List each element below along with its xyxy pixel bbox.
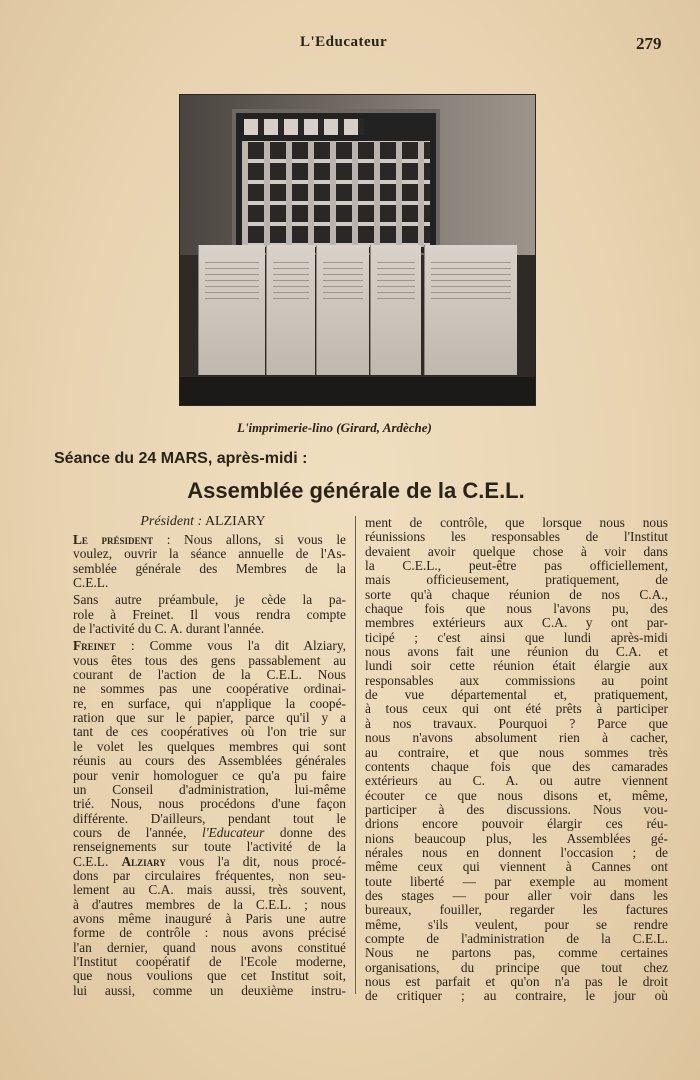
- printed-sheet: [266, 245, 315, 375]
- photo-base: [180, 377, 535, 405]
- journal-name: l'Educateur: [201, 824, 265, 840]
- photograph: [180, 95, 535, 405]
- article-title: Assemblée générale de la C.E.L.: [187, 478, 525, 503]
- running-head: L'Educateur: [300, 34, 388, 50]
- type-case-grid: [242, 141, 430, 247]
- left-column: [57, 533, 346, 1001]
- printed-sheet: [370, 245, 421, 375]
- printed-sheet: [424, 245, 517, 375]
- speaker-name: Freinet: [73, 638, 116, 654]
- paragraph: Sans autre préambule, je cède la pa- role à Freinet. Il vous rendra compte de l'activité du C. A. durant l'année.: [73, 592, 346, 637]
- printed-sheet: [316, 245, 369, 375]
- session-heading: Séance du 24 MARS, après-midi :: [54, 450, 308, 467]
- figure-caption: L'imprimerie-lino (Girard, Ardèche): [237, 420, 432, 435]
- paragraph: Freinet : Comme vous l'a dit Alziary, vous êtes tous des gens passablement au courant de l'action de la C.E.L. Nous ne sommes pas une coopérative ordinai- re, en surface, qui n'applique la coopé- ration que sur le papier, parce qu'il y a tant de ces coopératives où l'on trie sur le volet les quelques membres qui sont réunis au cours des Assemblées générales pour venir homologuer ce qu'a pu faire un Conseil d'administration, lui-même trié. Nous, nous procédons d'une façon différente. D'ailleurs, pendant tout le cours de l'année, l'Educateur donne des renseignements sur toute l'activité de la C.E.L. Alziary vous l'a dit, nous procé- dons par circulaires fréquentes, non seu- lement au C.A. mais aussi, très souvent, à d'autres membres de la C.E.L. ; nous avons même inauguré à Paris une autre forme de contrôle : nous avons précisé l'an dernier, quand nous avons constitué l'Institut coopératif de l'Ecole moderne, que nous voulions que cet Institut soit, lui aussi, comme un deuxième instru-: [73, 638, 346, 998]
- type-case: [232, 109, 440, 257]
- president-label: Président :: [140, 514, 203, 529]
- president-line: [58, 514, 348, 530]
- paragraph: ment de contrôle, que lorsque nous nous réunissions les responsables de l'Institut devaient avoir quelque chose à voir dans la C.E.L., peut-être pas officiellement, mais officieusement, pratiquement, de sorte qu'à chaque réunion de nos C.A., chaque fois que nous l'avons pu, des membres extérieurs aux C.A. y ont par- ticipé ; c'est ainsi que lundi après-midi nous avons fait une réunion du C.A. et lundi soir cette réunion était élargie aux responsables aux commissions au point de vue départemental et, pratiquement, à tous ceux qui ont été prêts à participer à nos travaux. Pourquoi ? Parce que nous n'avons absolument rien à cacher, au contraire, et que nous sommes très contents chaque fois que des camarades extérieurs au C. A. ou autre viennent écouter ce que nous disons et, même, participer à des discussions. Nous vou- drions encore pouvoir élargir ces réu- nions beaucoup plus, les Assemblées gé- nérales nous en donnent l'occasion ; de même ceux qui viennent à Cannes ont toute liberté — par exemple au moment des stages — pour aller voir dans les bureaux, fouiller, regarder les factures même, s'ils veulent, pour se rendre compte de l'administration de la C.E.L. Nous ne partons pas, comme certaines organisations, du principe que tout chez nous est parfait et qu'on n'a pas le droit de critiquer ; au contraire, le jour où: [365, 515, 668, 1004]
- page-number: 279: [636, 34, 662, 53]
- printed-sheet: [198, 245, 265, 375]
- column-rule: [355, 516, 356, 994]
- president-name: ALZIARY: [204, 514, 266, 529]
- speaker-name: Alziary: [121, 853, 166, 869]
- type-case-top: [244, 119, 364, 135]
- paragraph: Le président : Nous allons, si vous le voulez, ouvrir la séance annuelle de l'As- semblée générale des Membres de la C.E.L.: [73, 532, 347, 591]
- right-column: [365, 516, 668, 1007]
- speaker-name: Le président: [73, 532, 154, 547]
